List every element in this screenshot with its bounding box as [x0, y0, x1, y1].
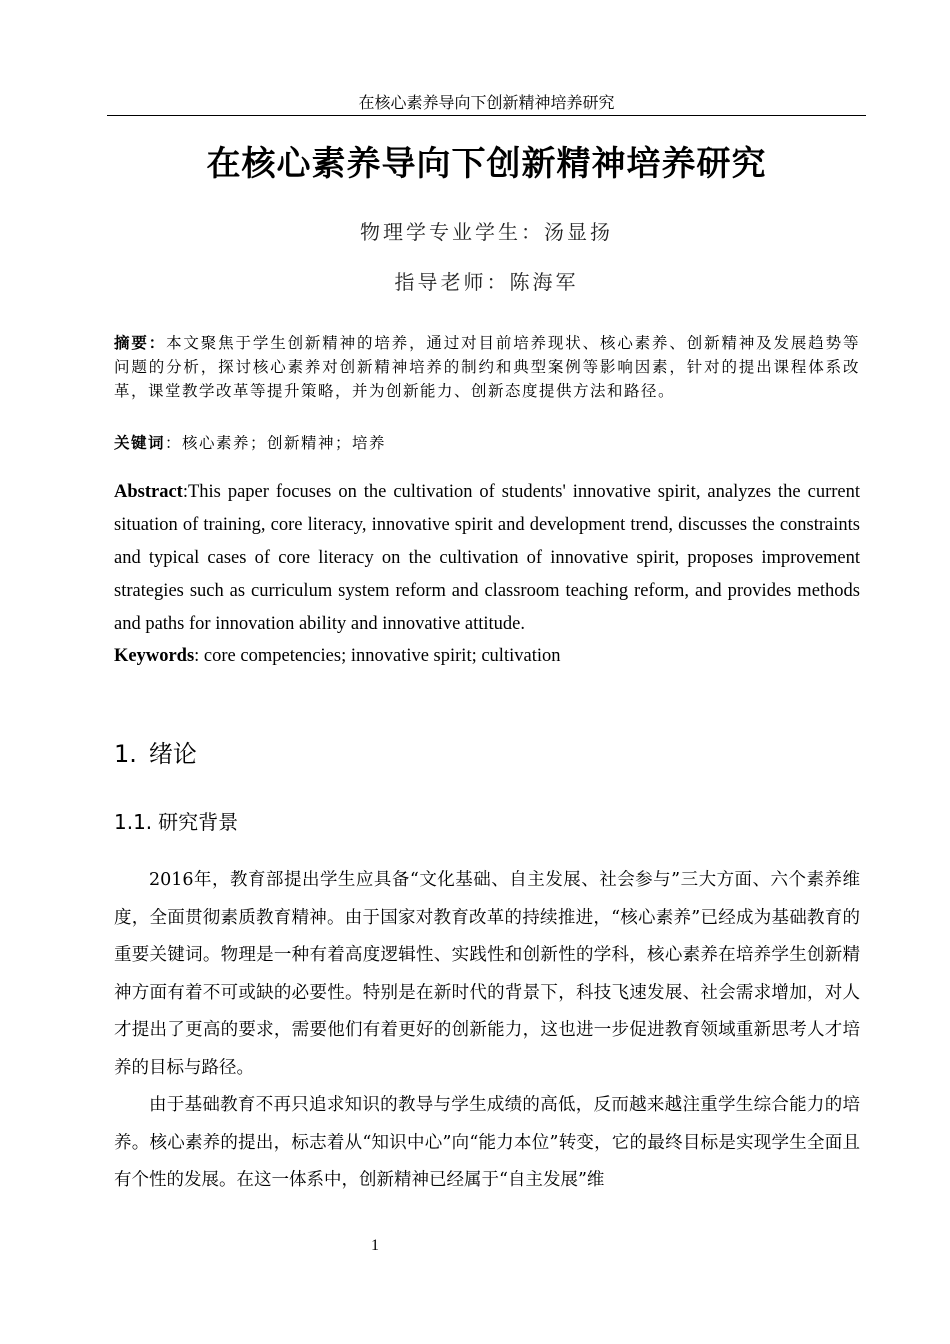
chinese-keywords-label: 关键词: [114, 434, 166, 452]
running-header: 在核心素养导向下创新精神培养研究: [358, 93, 615, 112]
chinese-abstract-separator: ：: [148, 334, 167, 352]
english-keywords: [114, 640, 860, 673]
body-paragraph: 由于基础教育不再只追求知识的教导与学生成绩的高低，反而越来越注重学生综合能力的培养。核心素养的提出，标志着从“知识中心”向“能力本位”转变，它的最终目标是实现学生全面且有个性的发展。在这一体系中，创新精神已经属于“自主发展”维: [114, 1095, 860, 1190]
subsection-title: 研究背景: [158, 810, 239, 834]
section-title: 绪论: [148, 740, 197, 768]
section-number: 1.: [114, 740, 137, 768]
english-abstract: [114, 476, 860, 641]
page-number: 1: [371, 1237, 379, 1254]
paper-title: 在核心素养导向下创新精神培养研究: [206, 144, 767, 184]
chinese-keywords-text: 核心素养；创新精神；培养: [182, 434, 387, 452]
chinese-keywords: [114, 431, 860, 455]
author-line: 物理学专业学生：汤显扬: [360, 220, 613, 244]
english-keywords-label: Keywords: [114, 646, 195, 666]
chinese-abstract-label: 摘要: [114, 334, 149, 352]
header-rule: [107, 115, 866, 116]
advisor-line: 指导老师：陈海军: [394, 270, 579, 294]
chinese-abstract-text: 本文聚焦于学生创新精神的培养，通过对目前培养现状、核心素养、创新精神及发展趋势等问题的分析，探讨核心素养对创新精神培养的制约和典型案例等影响因素，针对的提出课程体系改革，课堂教学改革等提升策略，并为创新能力、创新态度提供方法和路径。: [114, 334, 860, 400]
section-heading-1: [114, 737, 197, 771]
english-abstract-text: :This paper focuses on the cultivation of students' innovative spirit, analyzes the current situation of training, core literacy, innovative spirit and development trend, discusses the constraints and typical cases of core literacy on the cultivation of innovative spirit, proposes improvement strategies such as curriculum system reform and classroom teaching reform, and provides methods and paths for innovation ability and innovative attitude.: [114, 482, 860, 634]
english-abstract-label: Abstract: [114, 482, 183, 502]
body-paragraph: 2016年，教育部提出学生应具备“文化基础、自主发展、社会参与”三大方面、六个素养维度，全面贯彻素质教育精神。由于国家对教育改革的持续推进，“核心素养”已经成为基础教育的重要关键词。物理是一种有着高度逻辑性、实践性和创新性的学科，核心素养在培养学生创新精神方面有着不可或缺的必要性。特别是在新时代的背景下，科技飞速发展、社会需求增加，对人才提出了更高的要求，需要他们有着更好的创新能力，这也进一步促进教育领域重新思考人才培养的目标与路径。: [114, 870, 860, 1078]
english-keywords-text: : core competencies; innovative spirit; cultivation: [194, 646, 561, 666]
chinese-keywords-separator: ：: [165, 434, 183, 452]
chinese-abstract: [114, 331, 860, 403]
subsection-heading-1-1: [114, 807, 238, 837]
subsection-number: 1.1.: [114, 810, 153, 834]
